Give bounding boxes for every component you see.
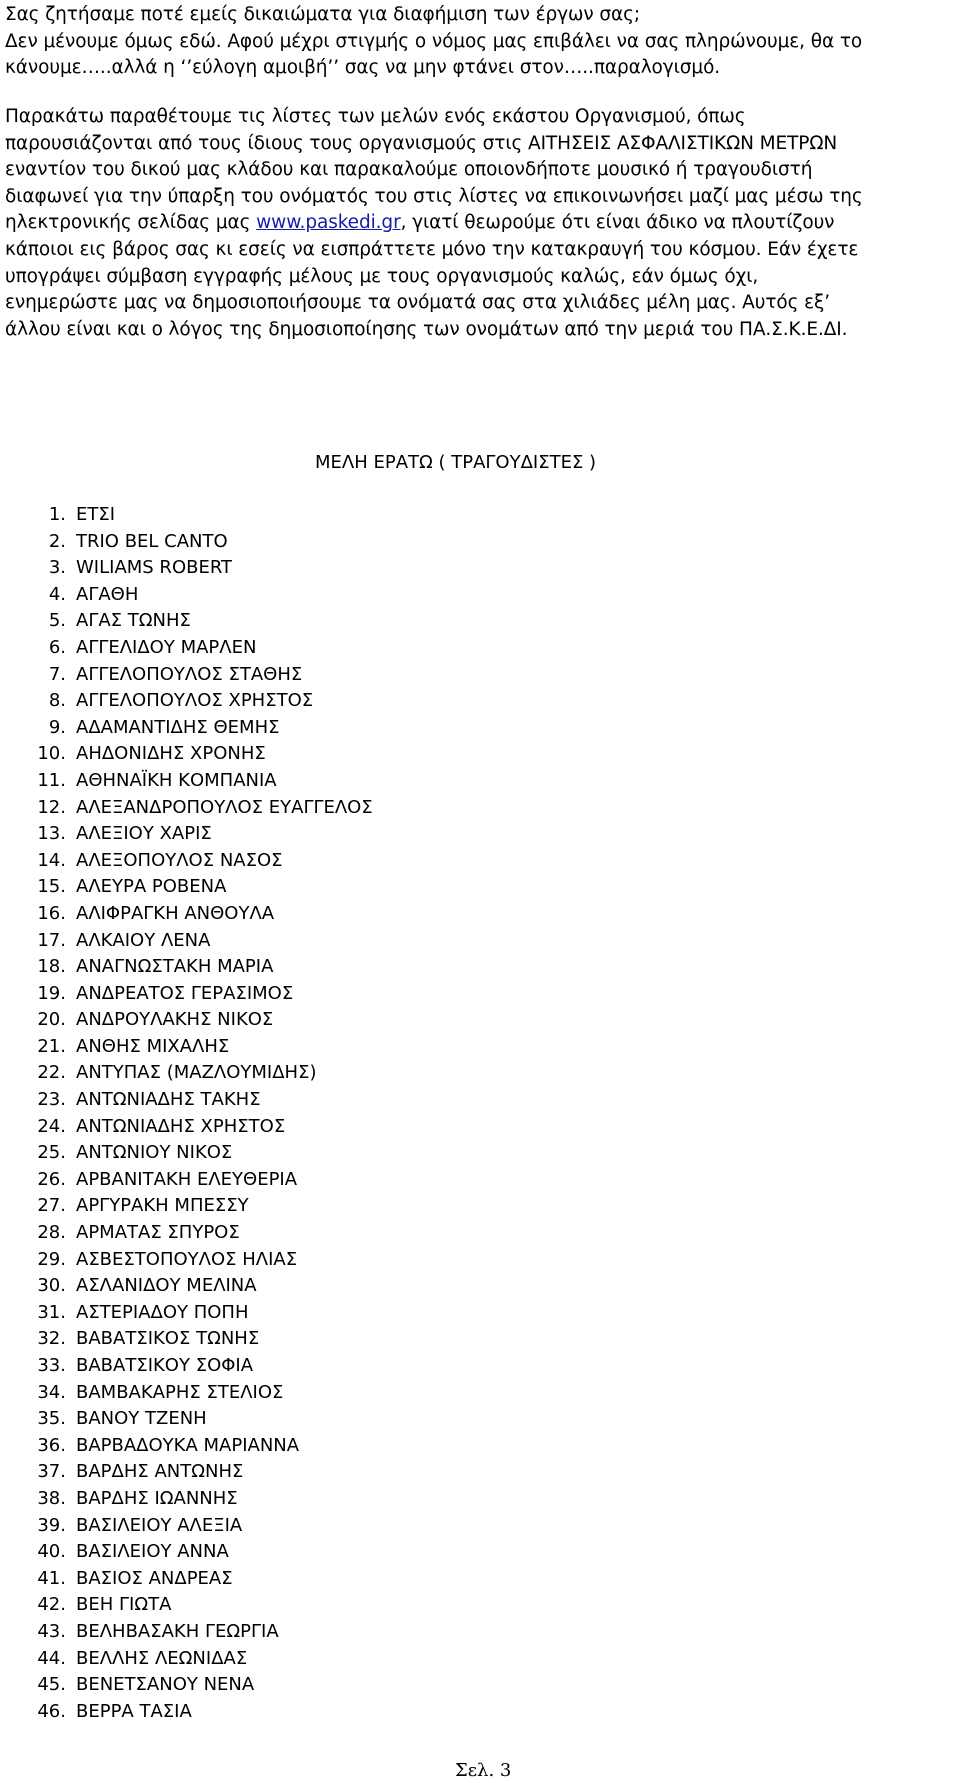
list-item-name: ΑΗΔΟΝΙΔΗΣ ΧΡΟΝΗΣ — [76, 743, 266, 765]
list-item — [0, 901, 373, 928]
list-item-name: ΑΝΤΩΝΙΑΔΗΣ ΧΡΗΣΤΟΣ — [76, 1115, 286, 1137]
list-item-name: ΒΑΒΑΤΣΙΚΟΥ ΣΟΦΙΑ — [76, 1355, 254, 1376]
list-item — [0, 635, 373, 662]
list-item — [0, 1539, 373, 1566]
list-item-number: 30. — [37, 1275, 66, 1297]
list-item-name: ΒΕΛΛΗΣ ΛΕΩΝΙΔΑΣ — [76, 1647, 248, 1669]
list-item-number: 41. — [37, 1567, 66, 1589]
list-item — [0, 768, 373, 795]
list-item — [0, 1486, 373, 1513]
paragraph-line: κάποιοι εις βάρος σας κι εσείς να εισπράττετε μόνο την κατακραυγή του κόσμου. Εάν έχετε — [5, 238, 859, 260]
list-item-number: 4. — [48, 583, 66, 605]
list-item-name: ΒΑΣΙΛΕΙΟΥ ΑΛΕΞΙΑ — [76, 1514, 243, 1536]
paragraph-line: υπογράψει σύμβαση εγγραφής μέλους με τους οργανισμούς καλώς, εάν όμως όχι, — [5, 265, 759, 287]
list-item-number: 46. — [37, 1700, 66, 1722]
list-item — [0, 954, 373, 981]
list-item-number: 3. — [48, 557, 66, 579]
list-item-name: ΑΓΑΘΗ — [76, 583, 139, 605]
list-item — [0, 1167, 373, 1194]
list-item-name: ΑΝΔΡΕΑΤΟΣ ΓΕΡΑΣΙΜΟΣ — [76, 982, 294, 1004]
list-item-name: ΑΝΑΓΝΩΣΤΑΚΗ ΜΑΡΙΑ — [76, 956, 274, 978]
paragraph-text: ηλεκτρονικής σελίδας μας — [5, 212, 257, 234]
list-item — [0, 1566, 373, 1593]
list-item-name: ΑΓΑΣ ΤΩΝΗΣ — [76, 610, 191, 632]
list-item-name: ΑΓΓΕΛΟΠΟΥΛΟΣ ΣΤΑΘΗΣ — [76, 663, 303, 685]
list-item-name: ΑΡΒΑΝΙΤΑΚΗ ΕΛΕΥΘΕΡΙΑ — [76, 1168, 298, 1190]
list-item-number: 10. — [37, 743, 66, 765]
list-item-number: 44. — [37, 1647, 66, 1669]
list-item-number: 33. — [37, 1355, 66, 1376]
list-item-number: 38. — [37, 1487, 66, 1509]
list-item — [0, 1699, 373, 1726]
list-item-number: 27. — [37, 1195, 66, 1217]
list-item-number: 40. — [37, 1541, 66, 1563]
list-item — [0, 1220, 373, 1247]
list-item-number: 37. — [37, 1461, 66, 1483]
list-item — [0, 1353, 373, 1380]
list-item-number: 2. — [48, 530, 66, 552]
list-item — [0, 1646, 373, 1673]
list-item — [0, 582, 373, 609]
list-item-number: 23. — [37, 1089, 66, 1111]
list-item-number: 32. — [37, 1328, 66, 1350]
list-item-number: 8. — [48, 690, 66, 712]
list-item-name: ΒΑΜΒΑΚΑΡΗΣ ΣΤΕΛΙΟΣ — [76, 1381, 284, 1403]
section-heading: ΜΕΛΗ ΕΡΑΤΩ ( ΤΡΑΓΟΥΔΙΣΤΕΣ ) — [315, 452, 597, 473]
list-item-number: 7. — [48, 663, 66, 685]
list-item — [0, 1433, 373, 1460]
list-item — [0, 795, 373, 822]
list-item — [0, 555, 373, 582]
list-item-number: 11. — [37, 769, 66, 791]
list-item — [0, 1592, 373, 1619]
list-item — [0, 529, 373, 556]
list-item-number: 19. — [37, 982, 66, 1004]
list-item — [0, 1672, 373, 1699]
list-item-number: 42. — [37, 1594, 66, 1616]
list-item — [0, 928, 373, 955]
list-item-name: ΒΑΣΙΟΣ ΑΝΔΡΕΑΣ — [76, 1567, 233, 1589]
list-item — [0, 821, 373, 848]
list-item-name: ΑΝΤΥΠΑΣ (ΜΑΖΛΟΥΜΙΔΗΣ) — [76, 1062, 317, 1084]
list-item — [0, 1513, 373, 1540]
paragraph-line-with-link — [5, 210, 955, 237]
list-item-number: 5. — [48, 610, 66, 632]
list-item-number: 29. — [37, 1248, 66, 1270]
list-item-number: 12. — [37, 796, 66, 818]
list-item-number: 6. — [48, 636, 66, 658]
paragraph-line: άλλου είναι και ο λόγος της δημοσιοποίησης των ονομάτων από την μεριά του ΠΑ.Σ.Κ.Ε.ΔΙ. — [5, 318, 848, 340]
paragraph-line: παρουσιάζονται από τους ίδιους τους οργανισμούς στις ΑΙΤΗΣΕΙΣ ΑΣΦΑΛΙΣΤΙΚΩΝ ΜΕΤΡΩΝ — [5, 132, 838, 154]
list-item — [0, 1140, 373, 1167]
list-item — [0, 688, 373, 715]
list-item — [0, 502, 373, 529]
intro-line: Σας ζητήσαμε ποτέ εμείς δικαιώματα για διαφήμιση των έργων σας; — [5, 4, 640, 25]
list-item — [0, 1273, 373, 1300]
list-item-name: ΒΑΣΙΛΕΙΟΥ ΑΝΝΑ — [76, 1541, 229, 1563]
list-item-name: ΑΓΓΕΛΟΠΟΥΛΟΣ ΧΡΗΣΤΟΣ — [76, 690, 314, 712]
list-item — [0, 848, 373, 875]
list-item — [0, 1193, 373, 1220]
list-item-name: ΕΤΣΙ — [76, 504, 116, 525]
list-item-name: ΒΑΡΔΗΣ ΙΩΑΝΝΗΣ — [76, 1487, 238, 1509]
list-item-name: ΑΝΤΩΝΙΟΥ ΝΙΚΟΣ — [76, 1142, 233, 1164]
list-item — [0, 1087, 373, 1114]
page-number: Σελ. 3 — [455, 1760, 512, 1781]
members-list — [0, 502, 373, 1725]
list-item-name: TRIO BEL CANTO — [76, 530, 228, 552]
list-item — [0, 981, 373, 1008]
list-item — [0, 1247, 373, 1274]
list-item-number: 39. — [37, 1514, 66, 1536]
paragraph-line: διαφωνεί για την ύπαρξη του ονόματός του στις λίστες να επικοινωνήσει μαζί μας μέσω της — [5, 185, 863, 207]
list-item-number: 1. — [48, 504, 66, 525]
list-item-number: 17. — [37, 929, 66, 951]
list-item-name: ΒΑΝΟΥ ΤΖΕΝΗ — [76, 1408, 207, 1430]
list-item — [0, 1007, 373, 1034]
list-item-name: ΑΓΓΕΛΙΔΟΥ ΜΑΡΛΕΝ — [76, 636, 257, 658]
list-item-number: 25. — [37, 1142, 66, 1164]
list-item — [0, 1326, 373, 1353]
list-item-number: 35. — [37, 1408, 66, 1430]
list-item-name: ΒΕΛΗΒΑΣΑΚΗ ΓΕΩΡΓΙΑ — [76, 1620, 279, 1642]
paragraph-text: , γιατί θεωρούμε ότι είναι άδικο να πλουτίζουν — [400, 212, 835, 234]
list-item — [0, 1619, 373, 1646]
list-item-name: ΑΛΙΦΡΑΓΚΗ ΑΝΘΟΥΛΑ — [76, 902, 275, 924]
list-item-number: 9. — [48, 716, 66, 738]
list-item-number: 20. — [37, 1009, 66, 1031]
list-item-name: ΑΘΗΝΑΪΚΗ ΚΟΜΠΑΝΙΑ — [76, 769, 277, 791]
list-item-name: ΑΣΤΕΡΙΑΔΟΥ ΠΟΠΗ — [76, 1301, 249, 1323]
paragraph-line: ενημερώστε μας να δημοσιοποιήσουμε τα ονόματά σας στα χιλιάδες μέλη μας. Αυτός εξ’ — [5, 292, 831, 314]
list-item — [0, 1459, 373, 1486]
list-item — [0, 662, 373, 689]
list-item — [0, 1060, 373, 1087]
list-item — [0, 1406, 373, 1433]
list-item-number: 31. — [37, 1301, 66, 1323]
list-item-number: 14. — [37, 849, 66, 871]
list-item — [0, 608, 373, 635]
list-item-name: ΑΝΘΗΣ ΜΙΧΑΛΗΣ — [76, 1035, 230, 1057]
list-item-name: ΑΝΤΩΝΙΑΔΗΣ ΤΑΚΗΣ — [76, 1089, 261, 1111]
list-item-number: 45. — [37, 1674, 66, 1696]
list-item — [0, 1300, 373, 1327]
list-item-name: ΑΣΒΕΣΤΟΠΟΥΛΟΣ ΗΛΙΑΣ — [76, 1248, 298, 1270]
paragraph-line: Παρακάτω παραθέτουμε τις λίστες των μελών ενός εκάστου Οργανισμού, όπως — [5, 106, 746, 127]
list-item-name: ΒΕΝΕΤΣΑΝΟΥ ΝΕΝΑ — [76, 1674, 255, 1696]
list-item-name: ΑΛΚΑΙΟΥ ΛΕΝΑ — [76, 929, 211, 951]
list-item-name: ΒΑΒΑΤΣΙΚΟΣ ΤΩΝΗΣ — [76, 1328, 260, 1350]
list-item-number: 15. — [37, 876, 66, 898]
list-item-name: ΒΕΡΡΑ ΤΑΣΙΑ — [76, 1700, 192, 1722]
list-item-number: 22. — [37, 1062, 66, 1084]
list-item-name: ΒΑΡΔΗΣ ΑΝΤΩΝΗΣ — [76, 1461, 244, 1483]
list-item-name: ΑΡΜΑΤΑΣ ΣΠΥΡΟΣ — [76, 1222, 240, 1244]
list-item — [0, 741, 373, 768]
website-link[interactable]: www.paskedi.gr — [256, 212, 401, 234]
list-item-number: 18. — [37, 956, 66, 978]
intro-text — [5, 2, 955, 82]
list-item-name: ΑΛΕΥΡΑ ΡΟΒΕΝΑ — [76, 876, 227, 898]
list-item-name: ΑΛΕΞΙΟΥ ΧΑΡΙΣ — [76, 823, 212, 845]
list-item-name: ΑΔΑΜΑΝΤΙΔΗΣ ΘΕΜΗΣ — [76, 716, 280, 738]
list-item-name: ΒΑΡΒΑΔΟΥΚΑ ΜΑΡΙΑΝΝΑ — [76, 1434, 300, 1456]
list-item-number: 16. — [37, 902, 66, 924]
list-item-number: 28. — [37, 1222, 66, 1244]
list-item-number: 36. — [37, 1434, 66, 1456]
list-item-number: 21. — [37, 1035, 66, 1057]
list-item-number: 43. — [37, 1620, 66, 1642]
list-item-name: ΑΡΓΥΡΑΚΗ ΜΠΕΣΣΥ — [76, 1195, 249, 1217]
intro-line: Δεν μένουμε όμως εδώ. Αφού μέχρι στιγμής ο νόμος μας επιβάλει να σας πληρώνουμε, θα το — [5, 30, 863, 52]
list-item — [0, 1114, 373, 1141]
list-item — [0, 1034, 373, 1061]
list-item — [0, 715, 373, 742]
list-item — [0, 1380, 373, 1407]
list-item-name: ΒΕΗ ΓΙΩΤΑ — [76, 1594, 172, 1616]
list-item-number: 13. — [37, 823, 66, 845]
list-item-number: 26. — [37, 1168, 66, 1190]
list-item — [0, 874, 373, 901]
list-item-number: 34. — [37, 1381, 66, 1403]
explanation-paragraph — [5, 104, 955, 343]
list-item-name: WILIAMS ROBERT — [76, 557, 233, 579]
list-item-name: ΑΝΔΡΟΥΛΑΚΗΣ ΝΙΚΟΣ — [76, 1009, 274, 1031]
list-item-name: ΑΛΕΞΟΠΟΥΛΟΣ ΝΑΣΟΣ — [76, 849, 283, 871]
paragraph-line: εναντίον του δικού μας κλάδου και παρακαλούμε οποιονδήποτε μουσικό ή τραγουδιστή — [5, 159, 813, 181]
intro-line: κάνουμε…..αλλά η ‘’εύλογη αμοιβή’’ σας να μην φτάνει στον…..παραλογισμό. — [5, 57, 721, 78]
list-item-name: ΑΛΕΞΑΝΔΡΟΠΟΥΛΟΣ ΕΥΑΓΓΕΛΟΣ — [76, 796, 373, 818]
list-item-number: 24. — [37, 1115, 66, 1137]
list-item-name: ΑΣΛΑΝΙΔΟΥ ΜΕΛΙΝΑ — [76, 1275, 257, 1297]
